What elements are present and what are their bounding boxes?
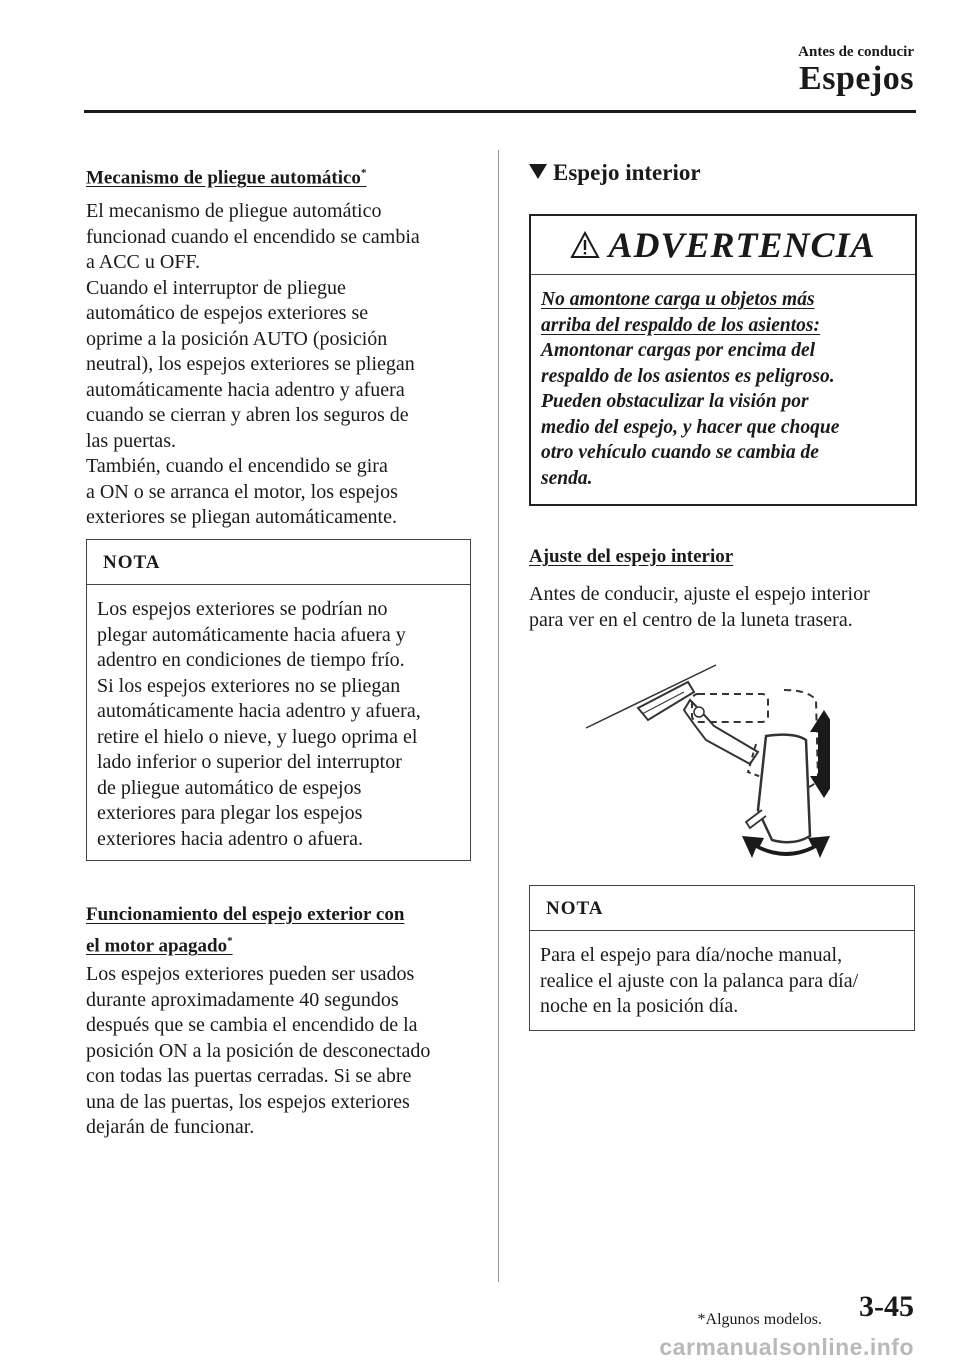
watermark: carmanualsonline.info — [659, 1334, 914, 1360]
adjust-heading: Ajuste del espejo interior — [529, 546, 734, 567]
auto-fold-text: El mecanismo de pliegue automático funcionad cuando el encendido se cambia a ACC u OFF. Cuando el interruptor de pliegue automático de espejos exteriores se oprime a la posición AUTO (posición neutral), los espejos exteriores se pliegan automáticamente hacia adentro y afuera cuando se cierran y abren los seguros de las puertas. También, cuando el encendido se gira a ON o se arranca el motor, los espejos exteriores se pliegan automáticamente. — [86, 200, 420, 528]
inner-mirror-heading: Espejo interior — [529, 160, 701, 186]
warning-box — [529, 214, 917, 506]
footnote: *Algunos modelos. — [697, 1311, 822, 1328]
header-rule — [84, 110, 916, 113]
adjust-text: Antes de conducir, ajuste el espejo interior para ver en el centro de la luneta trasera. — [529, 583, 870, 631]
mirror-adjust-illustration — [580, 660, 830, 870]
note-body: Para el espejo para día/noche manual, realice el ajuste con la palanca para día/ noche en la posición día. — [540, 944, 859, 1017]
note-box-right — [529, 885, 915, 1031]
engine-off-text: Los espejos exteriores pueden ser usados durante aproximadamente 40 segundos después que se cambia el encendido de la posición ON a la posición de desconectado con todas las puertas cerradas. Si se abre una de las puertas, los espejos exteriores dejarán de funcionar. — [86, 963, 431, 1138]
warning-body: No amontone carga u objetos más arriba del respaldo de los asientos: Amontonar cargas por encima del respaldo de los asientos es peligroso. Pueden obstaculizar la visión por medio del espejo, y hacer que choque otro vehículo cuando se cambia de senda. — [541, 289, 840, 489]
warning-header — [531, 216, 915, 275]
warning-triangle-icon — [570, 231, 600, 259]
note-box-left — [86, 539, 471, 861]
section-label: Antes de conducir — [798, 44, 914, 60]
column-divider — [498, 150, 499, 1282]
note-body: Los espejos exteriores se podrían no plegar automáticamente hacia afuera y adentro en condiciones de tiempo frío. Si los espejos exteriores no se pliegan automáticamente hacia adentro y afuera, retire el hielo o nieve, y luego oprima el lado inferior o superior del interruptor de pliegue automático de espejos exteriores para plegar los espejos exteriores hacia adentro o afuera. — [97, 598, 421, 850]
warning-title: ADVERTENCIA — [608, 225, 876, 265]
note-title: NOTA — [87, 540, 470, 585]
page-number: 3-45 — [859, 1290, 914, 1323]
engine-off-heading: Funcionamiento del espejo exterior con el motor apagado* — [86, 904, 405, 957]
section-triangle-icon — [529, 164, 547, 179]
auto-fold-heading: Mecanismo de pliegue automático* — [86, 167, 367, 189]
page-title: Espejos — [799, 60, 914, 97]
note-title: NOTA — [530, 886, 914, 931]
